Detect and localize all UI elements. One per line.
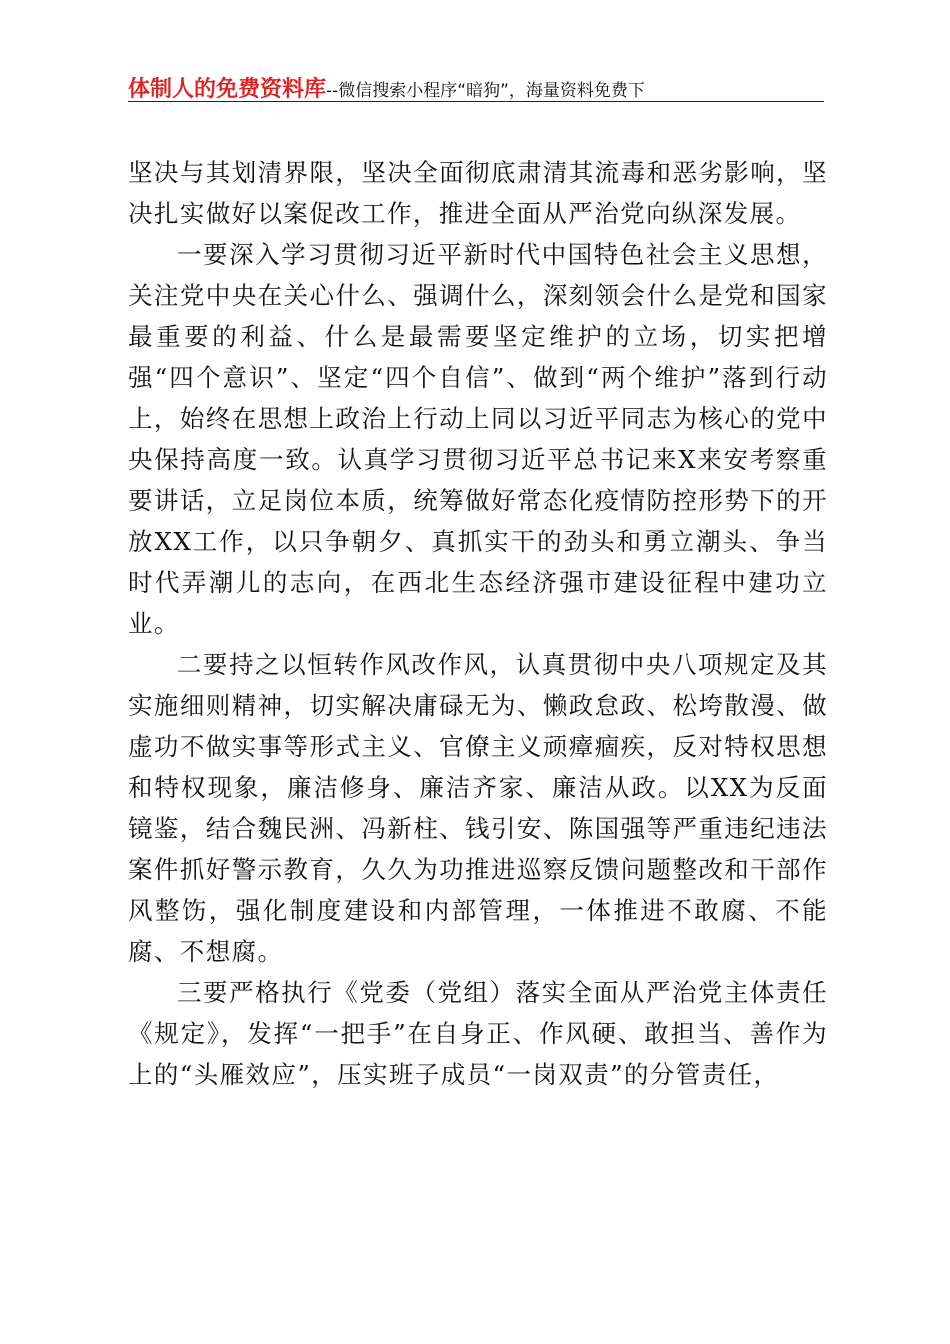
paragraph-continuation: 坚决与其划清界限，坚决全面彻底肃清其流毒和恶劣影响，坚决扎实做好以案促改工作，推进全面从严治党向纵深发展。	[128, 158, 828, 228]
header-slogan: --微信搜索小程序“暗狗”，海量资料免费下	[326, 81, 645, 101]
paragraph-first-requirement: 一要深入学习贯彻习近平新时代中国特色社会主义思想，关注党中央在关心什么、强调什么，深刻领会什么是党和国家最重要的利益、什么是最需要坚定维护的立场，切实把增强“四个意识”、坚定“四个自信”、做到“两个维护”落到行动上，始终在思想上政治上行动上同以习近平同志为核心的党中央保持高度一致。认真学习贯彻习近平总书记来X来安考察重要讲话，立足岗位本质，统筹做好常态化疫情防控形势下的开放XX工作，以只争朝夕、真抓实干的劲头和勇立潮头、争当时代弄潮儿的志向，在西北生态经济强市建设征程中建功立业。	[128, 240, 828, 638]
page-header	[128, 72, 824, 102]
paragraph-third-requirement: 三要严格执行《党委（党组）落实全面从严治党主体责任《规定》，发挥“一把手”在自身正、作风硬、敢担当、善作为上的“头雁效应”，压实班子成员“一岗双责”的分管责任，	[128, 978, 828, 1089]
paragraph-second-requirement: 二要持之以恒转作风改作风，认真贯彻中央八项规定及其实施细则精神，切实解决庸碌无为、懒政怠政、松垮散漫、做虚功不做实事等形式主义、官僚主义顽瘴痼疾，反对特权思想和特权现象，廉洁修身、廉洁齐家、廉洁从政。以XX为反面镜鉴，结合魏民洲、冯新柱、钱引安、陈国强等严重违纪违法案件抓好警示教育，久久为功推进巡察反馈问题整改和干部作风整饬，强化制度建设和内部管理，一体推进不敢腐、不能腐、不想腐。	[128, 650, 828, 966]
document-body	[128, 152, 828, 1095]
brand-title: 体制人的免费资料库	[128, 77, 327, 102]
header-divider	[128, 101, 824, 102]
